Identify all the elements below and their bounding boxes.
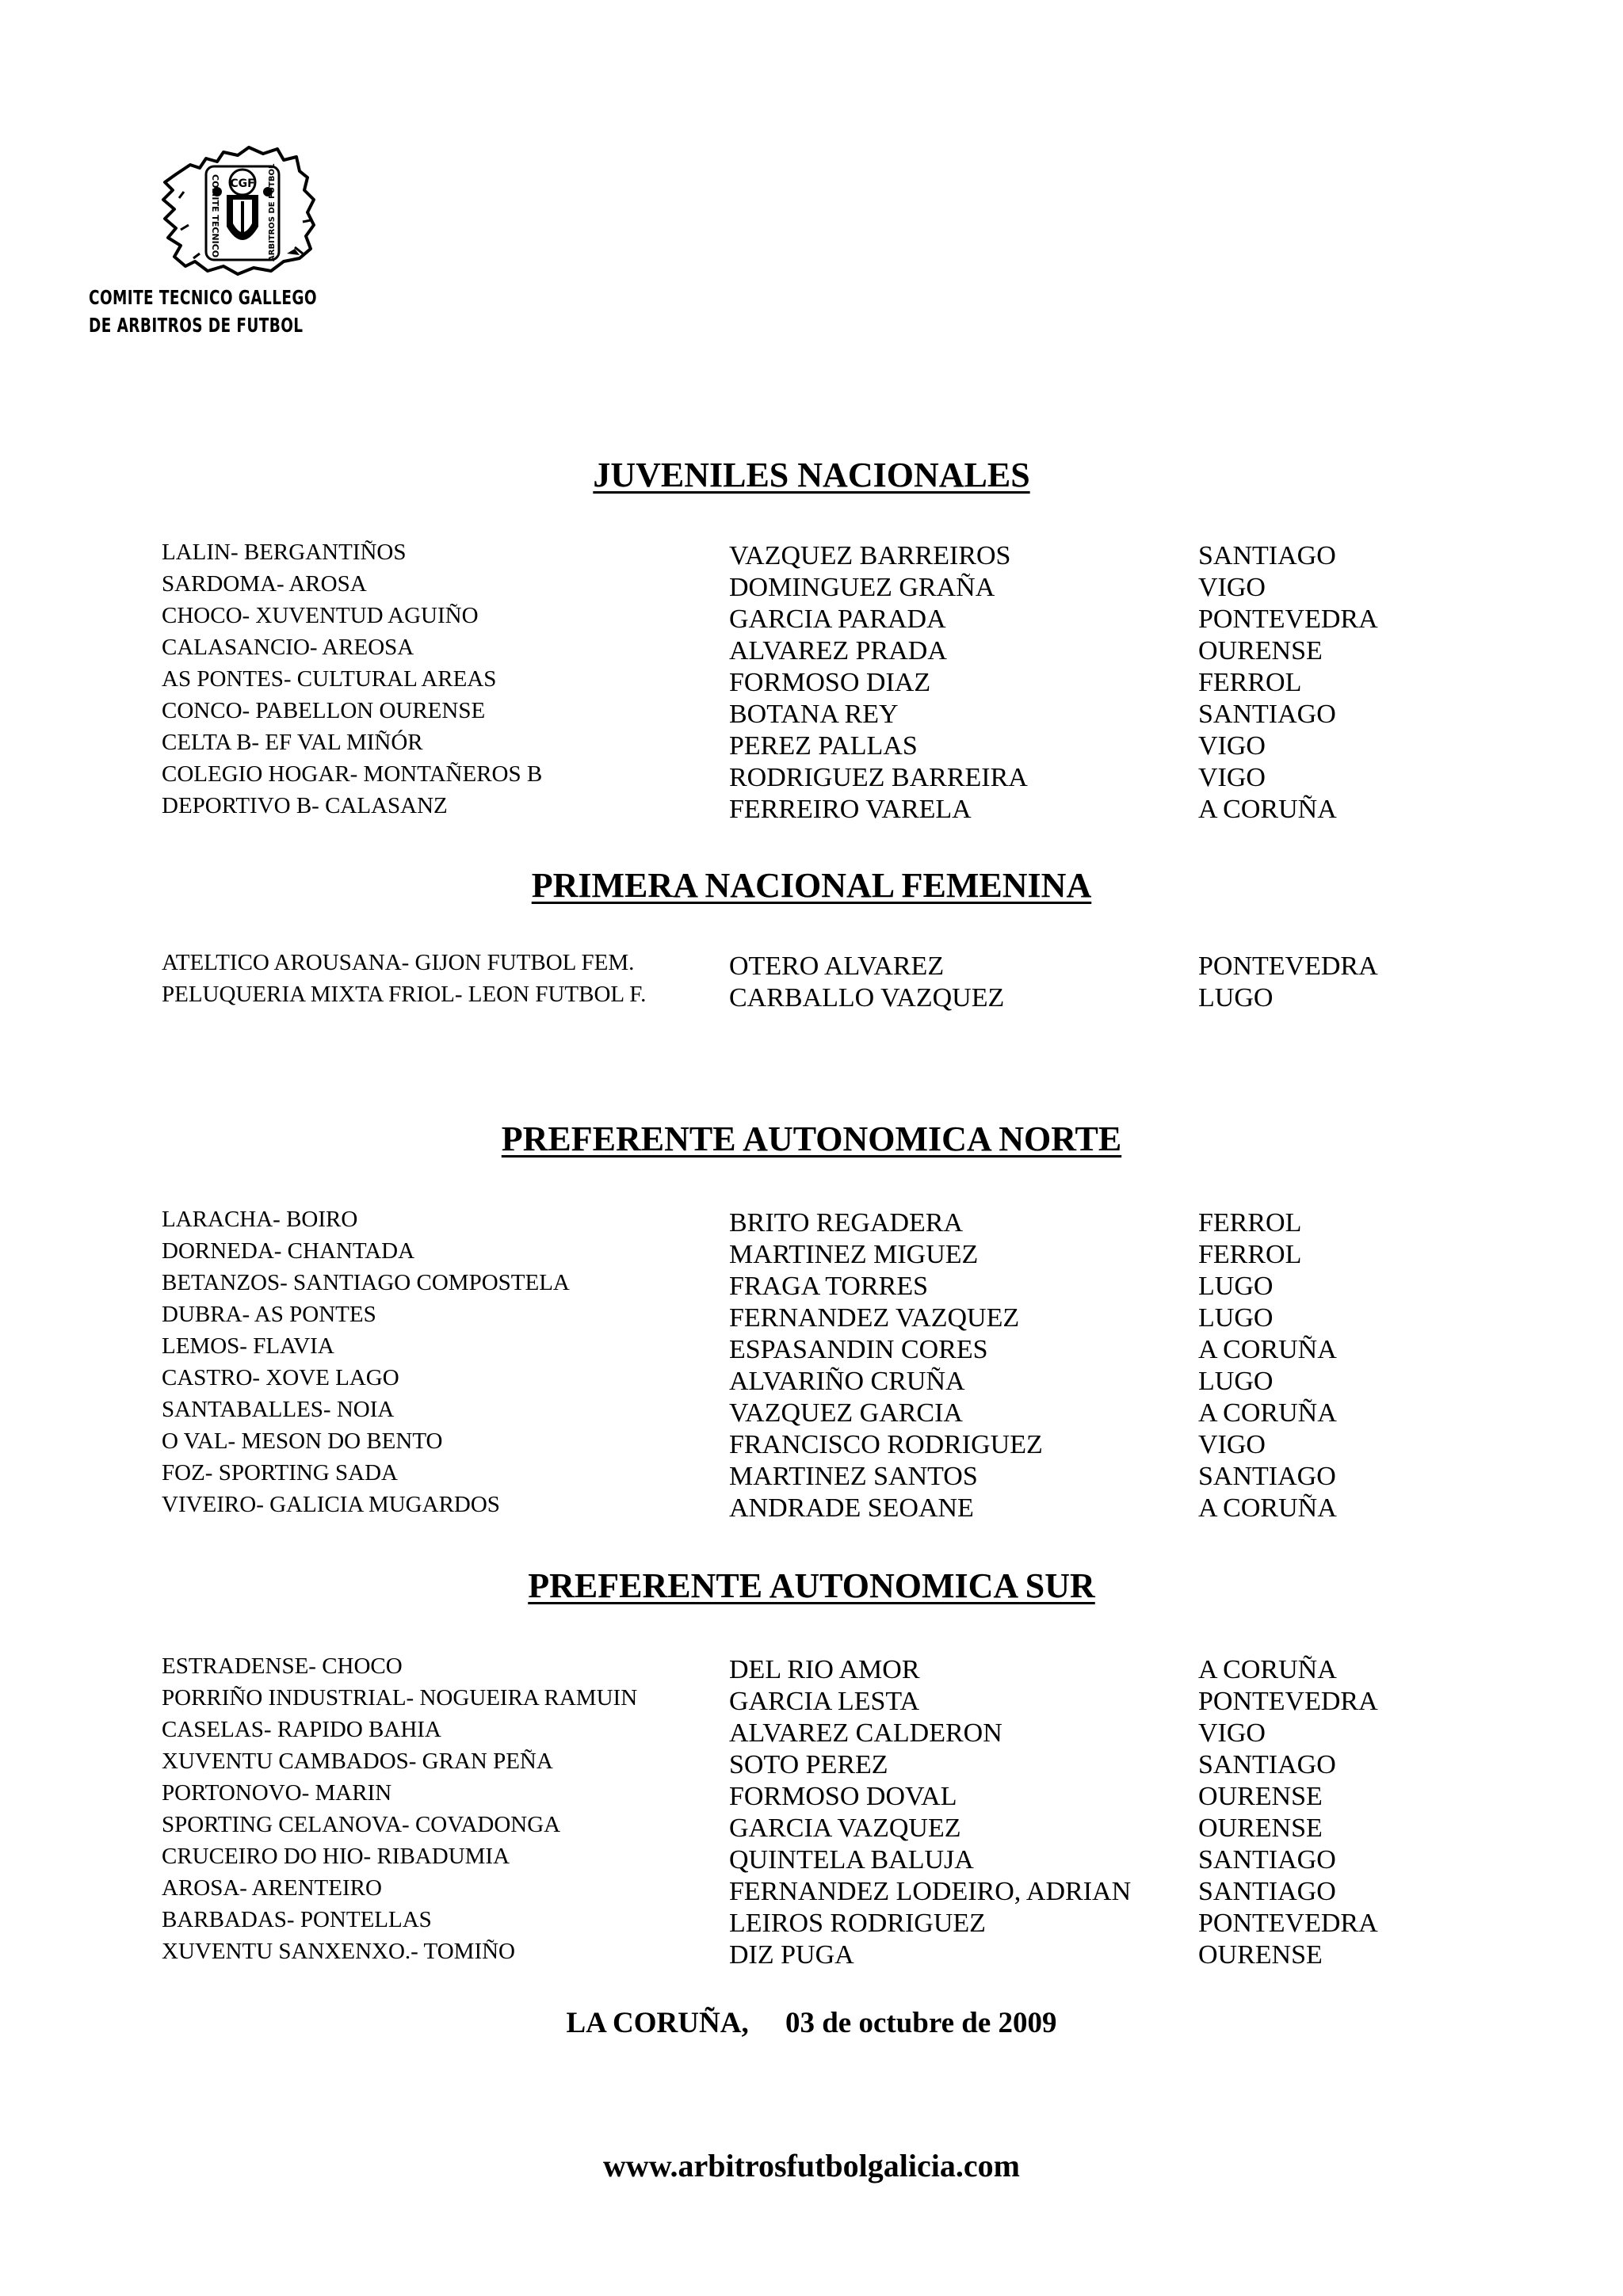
list-item bbox=[0, 727, 1623, 759]
logo-text-right: ARBITROS DE FUTBOL bbox=[268, 163, 277, 261]
city: A CORUÑA bbox=[1198, 1655, 1337, 1684]
section-title-preferente-autonomica-norte: PREFERENTE AUTONOMICA NORTE bbox=[501, 1119, 1122, 1158]
list-item bbox=[0, 979, 1623, 1011]
list-item bbox=[0, 1489, 1623, 1521]
city: A CORUÑA bbox=[1198, 1493, 1337, 1523]
match: CELTA B- EF VAL MIÑÓR bbox=[162, 730, 423, 755]
section-juveniles-nacionales bbox=[0, 537, 1623, 822]
city: LUGO bbox=[1198, 1272, 1274, 1301]
committee-logo bbox=[144, 143, 382, 277]
referee: ANDRADE SEOANE bbox=[729, 1493, 974, 1523]
referee: BRITO REGADERA bbox=[729, 1208, 963, 1238]
list-item bbox=[0, 1905, 1623, 1936]
list-item bbox=[0, 569, 1623, 601]
section-preferente-autonomica-norte bbox=[0, 1204, 1623, 1521]
referee: FERNANDEZ LODEIRO, ADRIAN bbox=[729, 1877, 1132, 1906]
match: FOZ- SPORTING SADA bbox=[162, 1460, 398, 1486]
list-item bbox=[0, 1651, 1623, 1683]
city: VIGO bbox=[1198, 763, 1266, 792]
match: VIVEIRO- GALICIA MUGARDOS bbox=[162, 1492, 500, 1517]
list-item bbox=[0, 791, 1623, 822]
list-item bbox=[0, 537, 1623, 569]
match: LALIN- BERGANTIÑOS bbox=[162, 540, 407, 565]
referee: RODRIGUEZ BARREIRA bbox=[729, 763, 1028, 792]
list-item bbox=[0, 1299, 1623, 1331]
date: 03 de octubre de 2009 bbox=[785, 2007, 1057, 2039]
section-title-juveniles-nacionales: JUVENILES NACIONALES bbox=[593, 456, 1030, 494]
section-primera-nacional-femenina bbox=[0, 948, 1623, 1011]
list-item bbox=[0, 1936, 1623, 1968]
referee: GARCIA LESTA bbox=[729, 1687, 920, 1716]
list-item bbox=[0, 1331, 1623, 1363]
referee: GARCIA VAZQUEZ bbox=[729, 1814, 961, 1843]
city: OURENSE bbox=[1198, 1782, 1323, 1811]
website-url: www.arbitrosfutbolgalicia.com bbox=[603, 2148, 1020, 2183]
match: CASELAS- RAPIDO BAHIA bbox=[162, 1717, 441, 1742]
city: VIGO bbox=[1198, 573, 1266, 602]
match: CRUCEIRO DO HIO- RIBADUMIA bbox=[162, 1844, 510, 1869]
match: DEPORTIVO B- CALASANZ bbox=[162, 793, 448, 818]
section-title-primera-nacional-femenina: PRIMERA NACIONAL FEMENINA bbox=[531, 866, 1092, 905]
match: XUVENTU SANXENXO.- TOMIÑO bbox=[162, 1939, 515, 1964]
city: FERROL bbox=[1198, 1240, 1302, 1269]
list-item bbox=[0, 1873, 1623, 1905]
referee: DEL RIO AMOR bbox=[729, 1655, 920, 1684]
match: ATELTICO AROUSANA- GIJON FUTBOL FEM. bbox=[162, 950, 635, 975]
referee: DOMINGUEZ GRAÑA bbox=[729, 573, 995, 602]
section-title-preferente-autonomica-sur: PREFERENTE AUTONOMICA SUR bbox=[528, 1566, 1095, 1605]
match: LARACHA- BOIRO bbox=[162, 1207, 358, 1232]
city: OURENSE bbox=[1198, 636, 1323, 666]
city: SANTIAGO bbox=[1198, 541, 1336, 570]
place: LA CORUÑA, bbox=[566, 2007, 749, 2039]
city: LUGO bbox=[1198, 1367, 1274, 1396]
city: FERROL bbox=[1198, 1208, 1302, 1238]
referee: ALVARIÑO CRUÑA bbox=[729, 1367, 965, 1396]
referee: ALVAREZ CALDERON bbox=[729, 1718, 1002, 1748]
referee: MARTINEZ MIGUEZ bbox=[729, 1240, 979, 1269]
section-preferente-autonomica-sur bbox=[0, 1651, 1623, 1968]
referee: FRANCISCO RODRIGUEZ bbox=[729, 1430, 1043, 1459]
list-item bbox=[0, 1746, 1623, 1778]
referee: BOTANA REY bbox=[729, 700, 899, 729]
city: A CORUÑA bbox=[1198, 795, 1337, 824]
city: A CORUÑA bbox=[1198, 1335, 1337, 1364]
referee: FERNANDEZ VAZQUEZ bbox=[729, 1303, 1020, 1333]
referee: OTERO ALVAREZ bbox=[729, 952, 945, 981]
organization-name bbox=[89, 284, 318, 339]
organization-name-line-2: DE ARBITROS DE FUTBOL bbox=[89, 314, 304, 337]
referee: QUINTELA BALUJA bbox=[729, 1845, 974, 1875]
city: VIGO bbox=[1198, 1718, 1266, 1748]
list-item bbox=[0, 1394, 1623, 1426]
city: VIGO bbox=[1198, 1430, 1266, 1459]
city: VIGO bbox=[1198, 731, 1266, 761]
match: XUVENTU CAMBADOS- GRAN PEÑA bbox=[162, 1749, 553, 1774]
match: PORRIÑO INDUSTRIAL- NOGUEIRA RAMUIN bbox=[162, 1685, 638, 1711]
list-item bbox=[0, 759, 1623, 791]
logo-text-left: COMITE TECNICO bbox=[210, 174, 220, 258]
referee: DIZ PUGA bbox=[729, 1940, 854, 1970]
list-item bbox=[0, 632, 1623, 664]
match: CHOCO- XUVENTUD AGUIÑO bbox=[162, 603, 479, 628]
list-item bbox=[0, 1810, 1623, 1841]
city: OURENSE bbox=[1198, 1814, 1323, 1843]
list-item bbox=[0, 1236, 1623, 1268]
referee: VAZQUEZ GARCIA bbox=[729, 1398, 963, 1428]
list-item bbox=[0, 696, 1623, 727]
list-item bbox=[0, 948, 1623, 979]
city: FERROL bbox=[1198, 668, 1302, 697]
match: SPORTING CELANOVA- COVADONGA bbox=[162, 1812, 561, 1837]
referee: FRAGA TORRES bbox=[729, 1272, 928, 1301]
referee: GARCIA PARADA bbox=[729, 605, 946, 634]
city: LUGO bbox=[1198, 1303, 1274, 1333]
match: AROSA- ARENTEIRO bbox=[162, 1875, 382, 1901]
list-item bbox=[0, 601, 1623, 632]
city: SANTIAGO bbox=[1198, 1750, 1336, 1779]
match: BARBADAS- PONTELLAS bbox=[162, 1907, 432, 1932]
city: SANTIAGO bbox=[1198, 1877, 1336, 1906]
city: PONTEVEDRA bbox=[1198, 605, 1378, 634]
match: SANTABALLES- NOIA bbox=[162, 1397, 395, 1422]
list-item bbox=[0, 1458, 1623, 1489]
referee: FORMOSO DOVAL bbox=[729, 1782, 957, 1811]
city: PONTEVEDRA bbox=[1198, 1909, 1378, 1938]
match: O VAL- MESON DO BENTO bbox=[162, 1428, 443, 1454]
list-item bbox=[0, 1778, 1623, 1810]
match: LEMOS- FLAVIA bbox=[162, 1333, 334, 1359]
list-item bbox=[0, 1363, 1623, 1394]
match: BETANZOS- SANTIAGO COMPOSTELA bbox=[162, 1270, 570, 1295]
match: PELUQUERIA MIXTA FRIOL- LEON FUTBOL F. bbox=[162, 982, 647, 1007]
list-item bbox=[0, 1683, 1623, 1714]
list-item bbox=[0, 1841, 1623, 1873]
referee: CARBALLO VAZQUEZ bbox=[729, 983, 1005, 1013]
referee: VAZQUEZ BARREIROS bbox=[729, 541, 1011, 570]
match: SARDOMA- AROSA bbox=[162, 571, 367, 597]
match: AS PONTES- CULTURAL AREAS bbox=[162, 666, 497, 692]
city: LUGO bbox=[1198, 983, 1274, 1013]
referee: FERREIRO VARELA bbox=[729, 795, 972, 824]
city: SANTIAGO bbox=[1198, 700, 1336, 729]
referee: SOTO PEREZ bbox=[729, 1750, 888, 1779]
match: CASTRO- XOVE LAGO bbox=[162, 1365, 399, 1390]
list-item bbox=[0, 1714, 1623, 1746]
list-item bbox=[0, 664, 1623, 696]
list-item bbox=[0, 1268, 1623, 1299]
city: SANTIAGO bbox=[1198, 1462, 1336, 1491]
match: CONCO- PABELLON OURENSE bbox=[162, 698, 486, 723]
referee: MARTINEZ SANTOS bbox=[729, 1462, 978, 1491]
match: COLEGIO HOGAR- MONTAÑEROS B bbox=[162, 761, 543, 787]
city: PONTEVEDRA bbox=[1198, 1687, 1378, 1716]
referee: ESPASANDIN CORES bbox=[729, 1335, 988, 1364]
referee: PEREZ PALLAS bbox=[729, 731, 918, 761]
logo-monogram: CGF bbox=[230, 177, 255, 190]
referee: LEIROS RODRIGUEZ bbox=[729, 1909, 986, 1938]
referee: ALVAREZ PRADA bbox=[729, 636, 947, 666]
list-item bbox=[0, 1204, 1623, 1236]
match: DUBRA- AS PONTES bbox=[162, 1302, 376, 1327]
match: CALASANCIO- AREOSA bbox=[162, 635, 414, 660]
match: ESTRADENSE- CHOCO bbox=[162, 1653, 403, 1679]
city: A CORUÑA bbox=[1198, 1398, 1337, 1428]
place-and-date bbox=[0, 2006, 1623, 2040]
referee: FORMOSO DIAZ bbox=[729, 668, 931, 697]
match: DORNEDA- CHANTADA bbox=[162, 1238, 415, 1264]
city: OURENSE bbox=[1198, 1940, 1323, 1970]
list-item bbox=[0, 1426, 1623, 1458]
organization-name-line-1: COMITE TECNICO GALLEGO bbox=[89, 286, 318, 309]
match: PORTONOVO- MARIN bbox=[162, 1780, 392, 1806]
city: SANTIAGO bbox=[1198, 1845, 1336, 1875]
city: PONTEVEDRA bbox=[1198, 952, 1378, 981]
